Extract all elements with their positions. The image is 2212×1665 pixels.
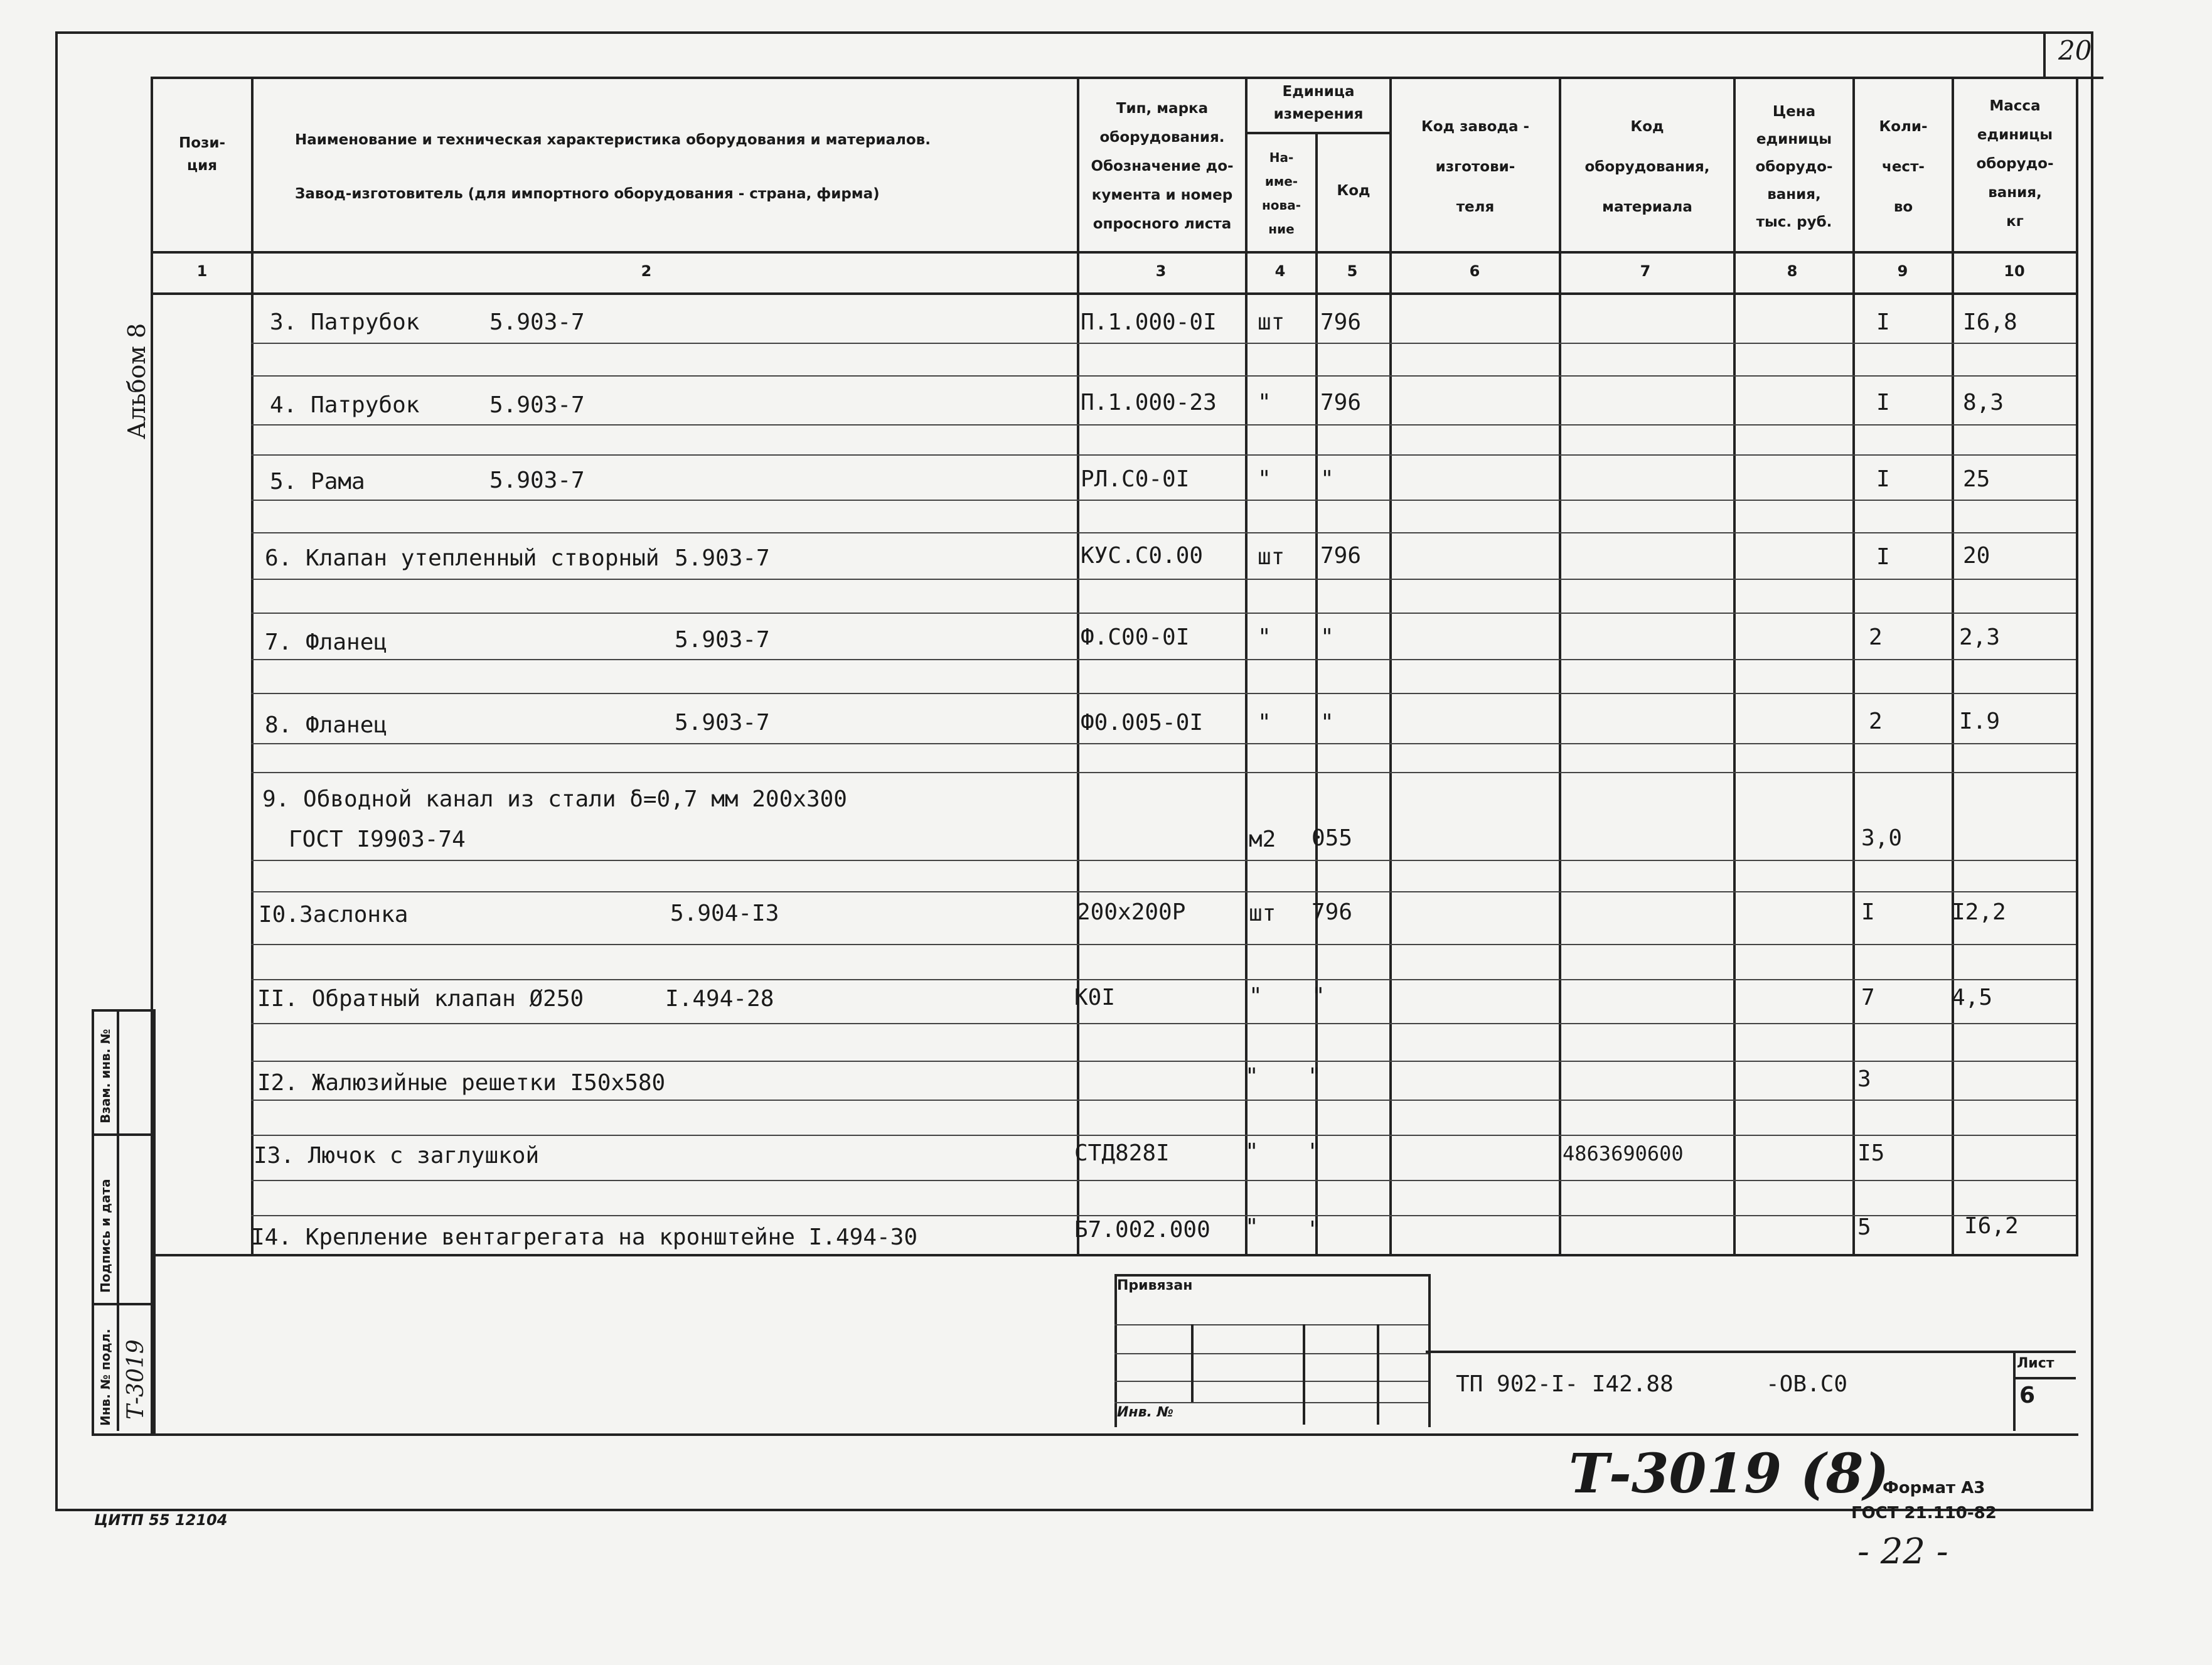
- item-name: I0.Заслонка: [259, 902, 409, 928]
- item-mass: I6,8: [1963, 309, 2017, 335]
- item-name: 7. Фланец: [265, 629, 388, 655]
- sheet-number: 20: [2058, 35, 2092, 66]
- item-unit-code: ": [1308, 1139, 1322, 1165]
- item-unit-code: 796: [1320, 543, 1362, 569]
- item-unit: ": [1258, 466, 1271, 492]
- album-label: Альбом 8: [123, 323, 151, 439]
- item-name: 5. Рама: [270, 469, 365, 495]
- col3-header: Тип, марка оборудования. Обозначение до- кумента и номер опросного листа: [1091, 100, 1234, 232]
- item-unit-code: ": [1308, 1217, 1322, 1243]
- item-type: 200х200Р: [1077, 899, 1186, 925]
- format-label: Формат А3: [1883, 1479, 1985, 1497]
- item-unit-code: 796: [1320, 390, 1362, 415]
- item-qty: I: [1861, 899, 1875, 925]
- col-number: 1: [196, 262, 208, 280]
- item-mass: 20: [1963, 543, 1990, 569]
- side-label-podpis: Подпись и дата: [98, 1179, 113, 1293]
- col2-header: Наименование и техническая характеристика оборудования и материалов. Завод-изготовитель (для импортного оборудования - страна, фирма): [295, 132, 931, 202]
- item-unit: ": [1258, 710, 1271, 736]
- item-mass: I2,2: [1952, 899, 2006, 925]
- col4-header: На- име- нова- ние: [1261, 150, 1301, 237]
- item-type: РЛ.С0-0I: [1081, 466, 1190, 492]
- document-code: ТП 902-I- I42.88: [1456, 1371, 1674, 1397]
- item-name: 3. Патрубок: [270, 309, 420, 335]
- item-qty: 2: [1869, 709, 1883, 734]
- item-standard: I.494-28: [665, 986, 774, 1012]
- item-unit: ": [1245, 1214, 1259, 1240]
- item-standard: 5.903-7: [675, 710, 770, 736]
- item-qty: 2: [1869, 624, 1883, 650]
- item-unit-code: 796: [1320, 309, 1362, 335]
- col8-header: Цена единицы оборудо- вания, тыс. руб.: [1755, 104, 1833, 230]
- inv-no-label: Инв. №: [1117, 1405, 1174, 1420]
- col1-header: Пози- ция: [178, 135, 226, 174]
- col-number: 6: [1469, 262, 1480, 280]
- item-type: Ф0.005-0I: [1081, 710, 1204, 736]
- item-mass: 25: [1963, 466, 1990, 492]
- item-unit-code: 055: [1312, 825, 1353, 851]
- item-qty: 3,0: [1861, 825, 1903, 851]
- item-qty: I: [1876, 466, 1890, 492]
- item-unit-code: 796: [1312, 899, 1353, 925]
- item-unit: шт: [1258, 309, 1285, 335]
- side-inv-value: Т-3019: [123, 1339, 149, 1420]
- item-name: I3. Лючок с заглушкой: [254, 1143, 540, 1169]
- item-mass: I.9: [1959, 709, 2001, 734]
- tsitp-label: ЦИТП 55 12104: [94, 1511, 228, 1529]
- item-standard: 5.904-I3: [670, 901, 779, 926]
- item-qty: 7: [1861, 985, 1875, 1010]
- item-unit-code: ": [1320, 710, 1334, 736]
- col5-header: Код: [1337, 183, 1370, 199]
- gost-label: ГОСТ 21.110-82: [1851, 1504, 1997, 1523]
- item-name: I2. Жалюзийные решетки I50х580: [257, 1070, 666, 1096]
- col7-header: Код оборудования, материала: [1584, 119, 1710, 215]
- item-unit-code: ": [1312, 983, 1325, 1009]
- item-name: 4. Патрубок: [270, 392, 420, 418]
- unit-group-header: Единица измерения: [1273, 83, 1364, 122]
- item-type: Б7.002.000: [1074, 1217, 1210, 1243]
- col9-header: Коли- чест- во: [1879, 119, 1928, 215]
- item-unit-code: ": [1320, 624, 1334, 650]
- item-unit: ": [1249, 983, 1263, 1009]
- item-unit: ": [1245, 1064, 1259, 1089]
- item-qty: 5: [1857, 1214, 1871, 1240]
- side-label-vzam: Взам. инв. №: [98, 1029, 113, 1123]
- col10-header: Масса единицы оборудо- вания, кг: [1976, 98, 2054, 230]
- col-number: 3: [1155, 262, 1167, 280]
- handwritten-code: Т-3019 (8): [1569, 1442, 1889, 1506]
- item-type: СТД828I: [1074, 1140, 1170, 1166]
- item-qty: I: [1876, 390, 1890, 415]
- item-name: 6. Клапан утепленный створный: [265, 545, 660, 571]
- item-qty: I: [1876, 544, 1890, 570]
- col-number: 4: [1274, 262, 1286, 280]
- item-type: КУС.С0.00: [1081, 543, 1204, 569]
- item-unit: шт: [1249, 901, 1276, 926]
- col-number: 9: [1897, 262, 1908, 280]
- sheet-value: 6: [2019, 1383, 2036, 1408]
- item-unit: м2: [1249, 827, 1276, 852]
- item-unit-code: ": [1308, 1064, 1322, 1089]
- item-mass: I6,2: [1964, 1213, 2019, 1239]
- item-standard: 5.903-7: [489, 309, 585, 335]
- item-name: 8. Фланец: [265, 712, 388, 738]
- linked-label: Привязан: [1117, 1278, 1193, 1293]
- item-standard: 5.903-7: [675, 545, 770, 571]
- item-name: II. Обратный клапан Ø250: [257, 986, 584, 1012]
- item-type: П.1.000-0I: [1081, 309, 1217, 335]
- item-name: ГОСТ I9903-74: [289, 827, 466, 852]
- item-mass: 8,3: [1963, 390, 2004, 415]
- item-type: К0I: [1074, 985, 1116, 1010]
- sheet-number-box: [2043, 31, 2103, 79]
- item-standard: 5.903-7: [675, 627, 770, 653]
- item-name: I4. Крепление вентагрегата на кронштейне I.494-30: [251, 1224, 918, 1250]
- col6-header: Код завода - изготови- теля: [1421, 119, 1530, 215]
- item-equipment-code: 4863690600: [1563, 1142, 1684, 1165]
- item-standard: 5.903-7: [489, 468, 585, 493]
- col-number: 2: [641, 262, 652, 280]
- col-number: 7: [1640, 262, 1651, 280]
- page-mark: - 22 -: [1857, 1531, 1948, 1572]
- col-number: 8: [1787, 262, 1798, 280]
- item-name: 9. Обводной канал из стали δ=0,7 мм 200х300: [262, 786, 847, 812]
- item-unit: ": [1258, 390, 1271, 415]
- item-qty: I: [1876, 309, 1890, 335]
- item-standard: 5.903-7: [489, 392, 585, 418]
- item-qty: 3: [1857, 1066, 1871, 1092]
- col-number: 5: [1347, 262, 1358, 280]
- item-type: П.1.000-23: [1081, 390, 1217, 415]
- item-qty: I5: [1857, 1140, 1885, 1166]
- sheet-label: Лист: [2017, 1356, 2054, 1371]
- col-number: 10: [2004, 262, 2025, 280]
- item-unit: шт: [1258, 544, 1285, 570]
- document-suffix: -ОВ.С0: [1766, 1371, 1848, 1397]
- item-type: Ф.С00-0I: [1081, 624, 1190, 650]
- item-unit: ": [1245, 1139, 1259, 1165]
- item-unit-code: ": [1320, 466, 1334, 492]
- item-mass: 4,5: [1952, 985, 1993, 1010]
- item-mass: 2,3: [1959, 624, 2001, 650]
- side-label-inv-podl: Инв. № подл.: [98, 1329, 113, 1426]
- item-unit: ": [1258, 624, 1271, 650]
